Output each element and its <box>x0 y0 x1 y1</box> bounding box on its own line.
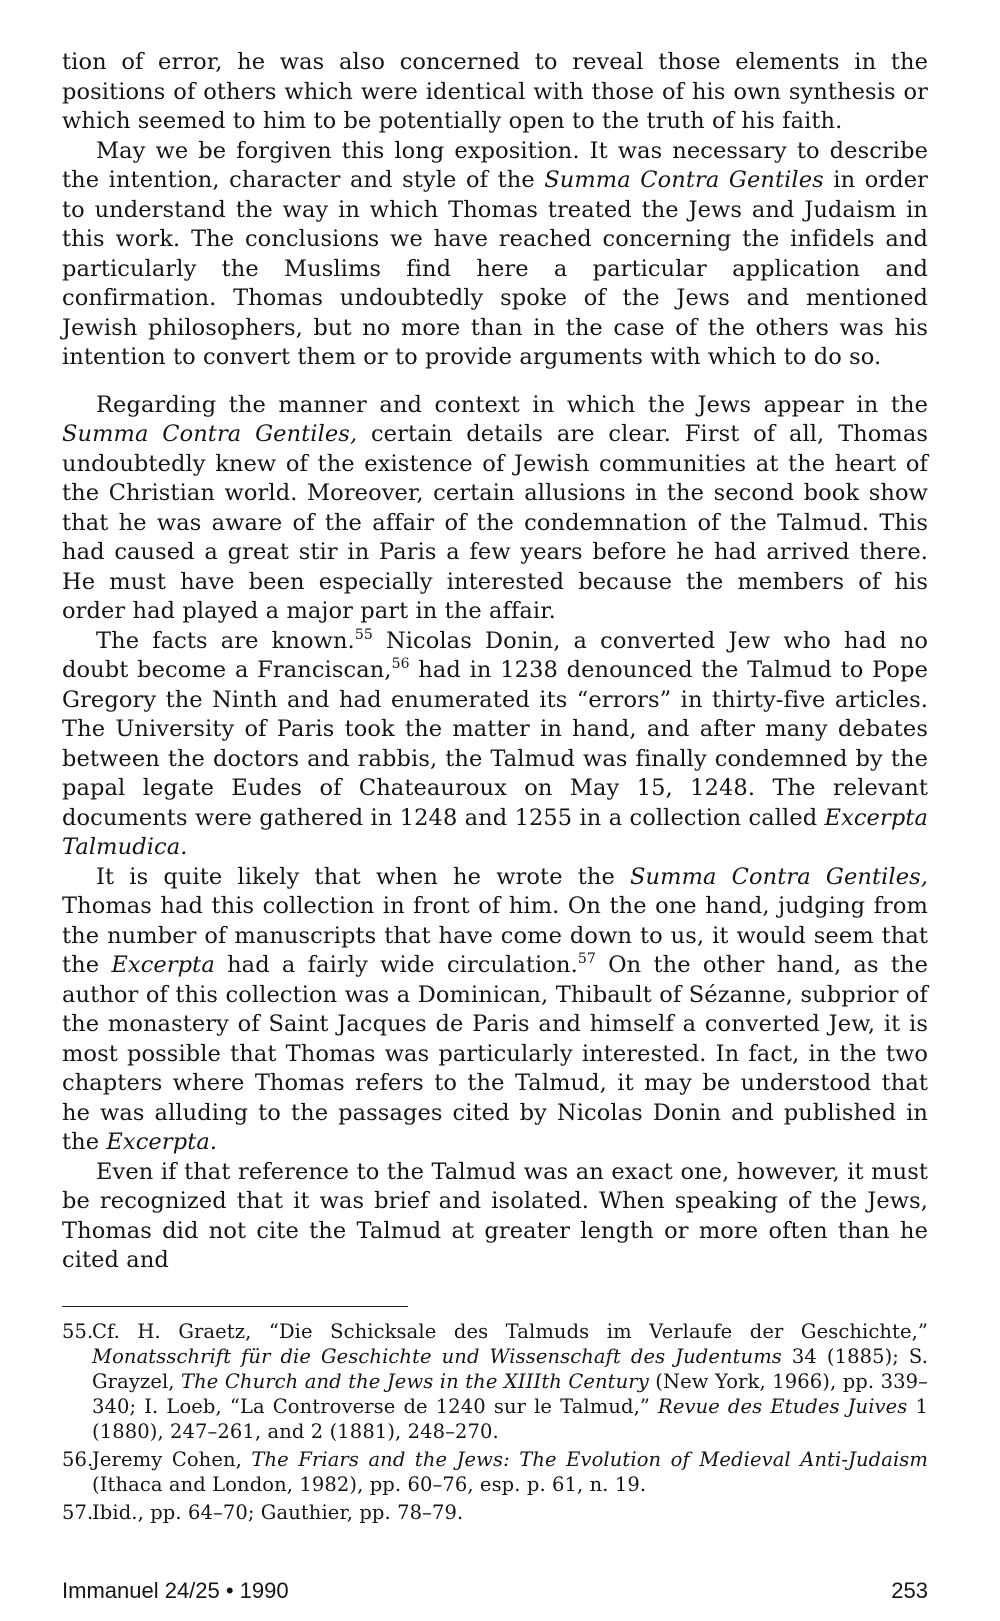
body-paragraph <box>62 391 928 627</box>
paragraph-text: Thomas had this collection in front of him. On the one hand, judging from the number of manuscripts that have come down to us, it would seem that the <box>62 893 928 978</box>
paragraph-text: had a fairly wide circulation. <box>214 952 578 978</box>
body-paragraph <box>62 48 928 137</box>
paragraph-text: May we be forgiven this long exposition. It was necessary to describe the intention, character and style of the <box>62 137 928 193</box>
citation-title: The Friars and the Jews: The Evolution of Medieval Anti-Judaism <box>251 1447 928 1471</box>
work-title: Summa Contra Gentiles, <box>630 863 929 890</box>
footnote-55 <box>62 1319 928 1444</box>
footnote-part: Ibid., pp. 64–70; Gauthier, pp. 78–79. <box>92 1500 464 1524</box>
footnote-number: 57. <box>62 1500 94 1524</box>
footnote-57 <box>62 1500 928 1525</box>
footnote-ref[interactable]: 55 <box>354 626 373 643</box>
footnotes <box>62 1319 928 1525</box>
footnote-ref[interactable]: 56 <box>391 656 410 672</box>
paragraph-text: Even if that reference to the Talmud was an exact one, however, it must be recognized that it was brief and isolated. When speaking of the Jews, Thomas did not cite the Talmud at greater length or more often than he cited and <box>62 1158 928 1273</box>
body-paragraph <box>62 627 928 863</box>
footnote-text <box>92 1500 928 1525</box>
footnote-part: Jeremy Cohen, <box>92 1447 252 1471</box>
work-title: Summa Contra Gentiles <box>544 167 824 193</box>
footnote-56 <box>62 1447 928 1497</box>
paragraph-text: It is quite likely that when he wrote the <box>96 863 631 890</box>
paragraph-text: in order to understand the way in which Thomas treated the Jews and Judaism in this work. The conclusions we have reached concerning the infidels and particularly the Muslims find here a particular application and confirmation. Thomas undoubtedly spoke of the Jews and mentioned Jewish philosophers, but no more than in the case of the others was his intention to convert them or to provide arguments with which to do so. <box>62 167 928 370</box>
citation-title: Monatsschrift für die Geschichte und Wissenschaft des Judentums <box>92 1344 782 1368</box>
footnote-text <box>92 1319 928 1444</box>
footnote-part: 34 (1885); S. Grayzel, <box>92 1344 928 1393</box>
paragraph-text: Nicolas Donin, a converted Jew who had no doubt become a Franciscan, <box>62 627 929 683</box>
citation-title: The Church and the Jews in the XIIIth Century <box>181 1369 649 1393</box>
footnote-part: 1 (1880), 247–261, and 2 (1881), 248–270. <box>92 1394 928 1443</box>
footnote-divider <box>62 1306 408 1307</box>
work-title: Excerpta. <box>106 1129 218 1155</box>
body-paragraph <box>62 137 928 373</box>
footnote-number: 56. <box>62 1447 94 1471</box>
journal-footer: Immanuel 24/25 • 1990 <box>62 1578 289 1603</box>
paragraph-text: had in 1238 denounced the Talmud to Pope Gregory the Ninth and had enumerated its “errors” in thirty-five articles. The University of Paris took the matter in hand, and after many debates between the doctors and rabbis, the Talmud was finally condemned by the papal legate Eudes of Chateauroux on May 15, 1248. The relevant documents were gathered in 1248 and 1255 in a collection called <box>62 657 928 831</box>
paragraph-text: On the other hand, as the author of this collection was a Dominican, Thibault of Sézanne, subprior of the monastery of Saint Jacques de Paris and himself a converted Jew, it is most possible that Thomas was particularly interested. In fact, in the two chapters where Thomas refers to the Talmud, it may be understood that he was alluding to the passages cited by Nicolas Donin and published in the <box>62 952 928 1155</box>
footnote-number: 55. <box>62 1319 94 1343</box>
work-title: Excerpta Talmudica. <box>62 804 928 860</box>
footnote-part: (Ithaca and London, 1982), pp. 60–76, esp. p. 61, n. 19. <box>92 1472 647 1496</box>
footnote-part: (New York, 1966), pp. 339–340; I. Loeb, “La Controverse de 1240 sur le Talmud,” <box>92 1369 929 1418</box>
paragraph-text: The facts are known. <box>96 627 355 654</box>
footnote-ref[interactable]: 57 <box>577 951 596 967</box>
page-text <box>62 48 928 1528</box>
body-paragraph <box>62 1158 928 1276</box>
citation-title: Revue des Etudes Juives <box>658 1394 908 1418</box>
paragraph-text: Regarding the manner and context in which the Jews appear in the <box>96 391 928 418</box>
work-title: Summa Contra Gentiles, <box>62 421 358 447</box>
paragraph-text: tion of error, he was also concerned to reveal those elements in the positions of others which were identical with those of his own synthesis or which seemed to him to be potentially open to the truth of his faith. <box>62 49 928 134</box>
footnote-part: Cf. H. Graetz, “Die Schicksale des Talmuds im Verlaufe der Geschichte,” <box>92 1319 928 1343</box>
work-title: Excerpta <box>111 952 215 978</box>
paragraph-text: certain details are clear. First of all, Thomas undoubtedly knew of the existence of Jewish communities at the heart of the Christian world. Moreover, certain allusions in the second book show that he was aware of the affair of the condemnation of the Talmud. This had caused a great stir in Paris a few years before he had arrived there. He must have been especially interested because the members of his order had played a major part in the affair. <box>62 421 929 624</box>
footnote-text <box>92 1447 928 1497</box>
page-number: 253 <box>891 1578 928 1603</box>
body-paragraph <box>62 863 928 1158</box>
